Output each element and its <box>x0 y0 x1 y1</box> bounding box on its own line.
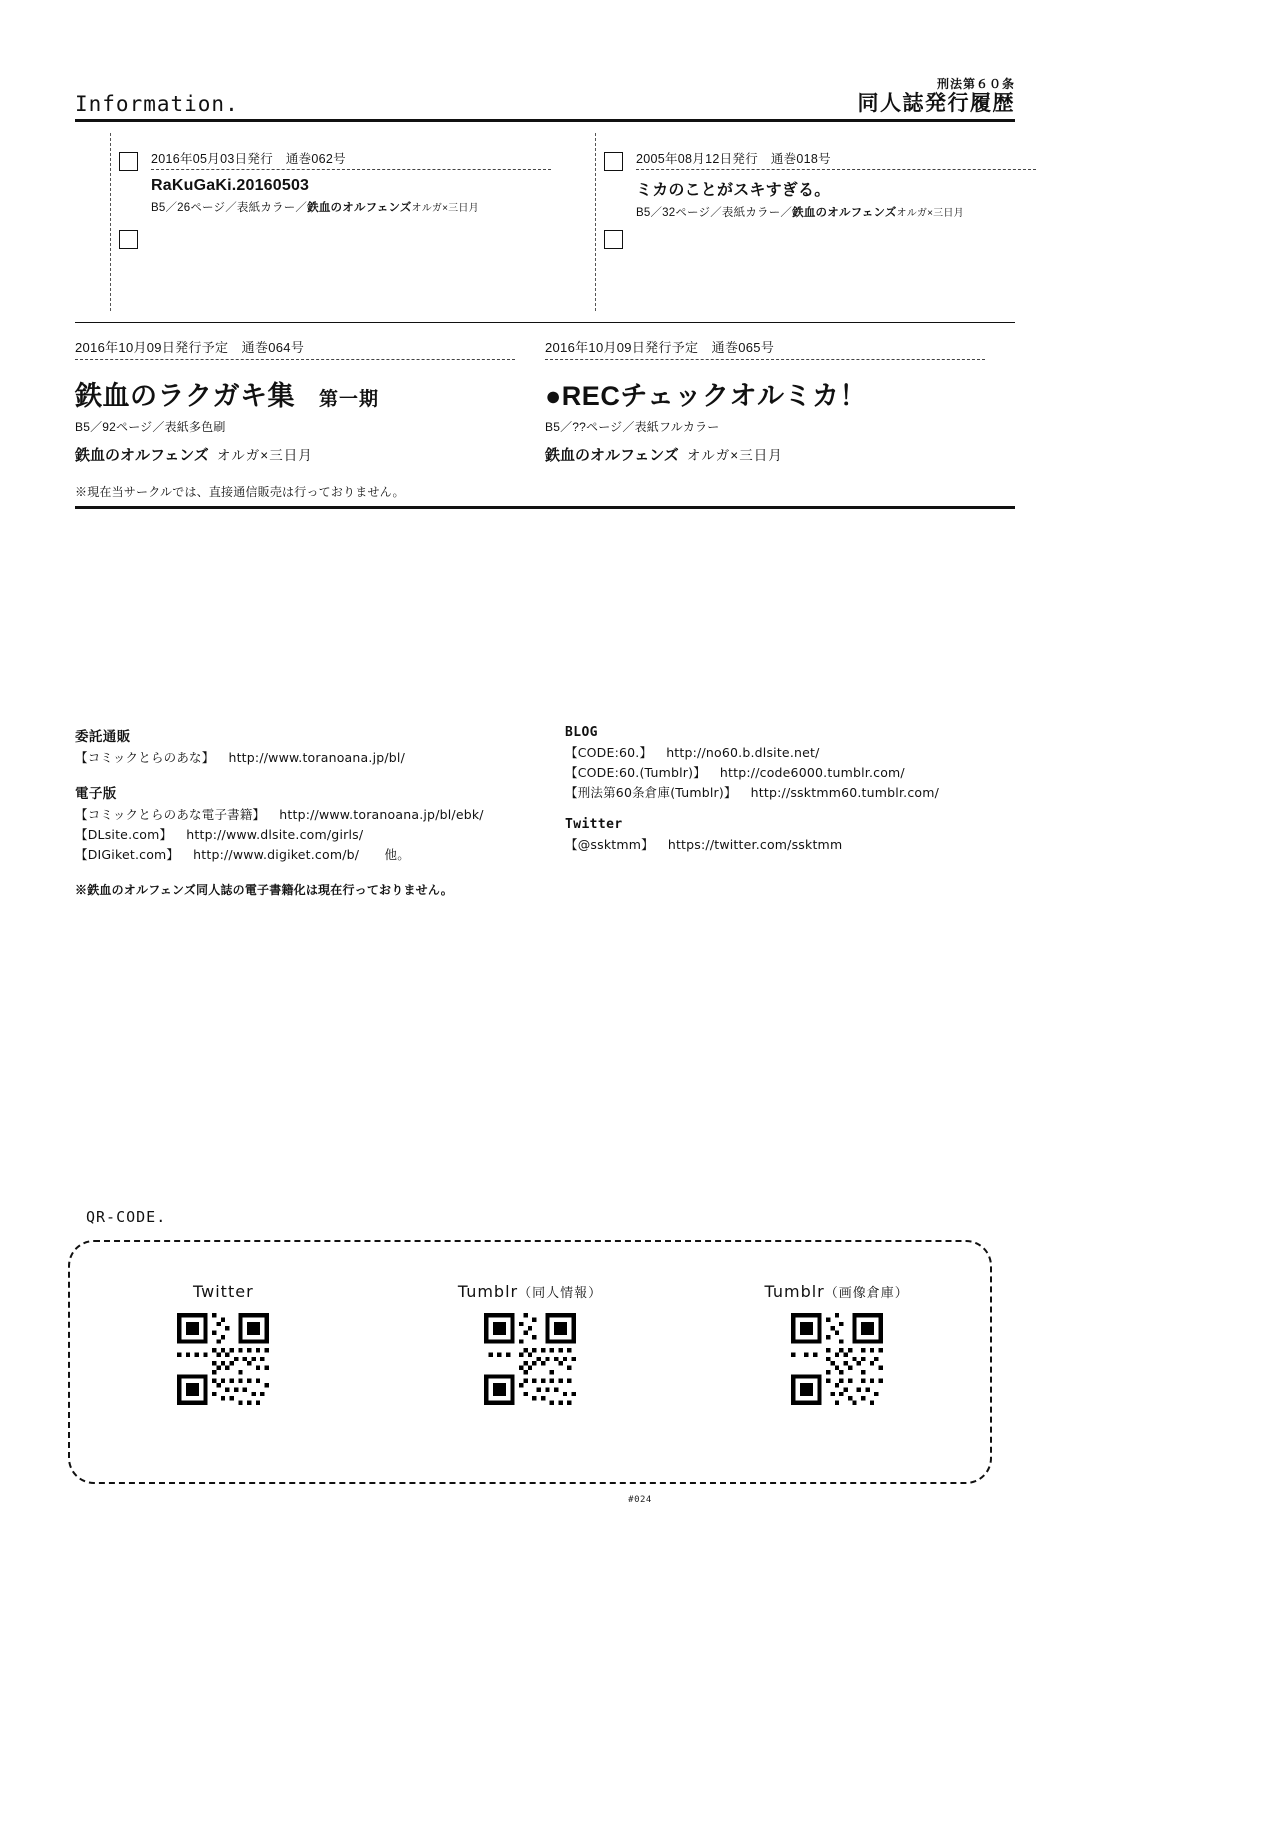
past-work-spec: B5／26ページ／表紙カラー／ <box>151 202 308 214</box>
link-name: 【コミックとらのあな】 <box>75 750 215 765</box>
upcoming-work-series: 鉄血のオルフェンズ <box>75 447 209 464</box>
upcoming-work-spec: B5／??ページ／表紙フルカラー <box>545 420 720 434</box>
qr-code-icon[interactable] <box>791 1313 883 1405</box>
qr-items <box>70 1242 990 1410</box>
qr-caption-text: Twitter <box>193 1282 254 1301</box>
past-work-spec: B5／32ページ／表紙カラー／ <box>636 207 793 219</box>
link-url[interactable]: http://www.toranoana.jp/bl/ebk/ <box>279 807 484 822</box>
qr-code-icon[interactable] <box>177 1313 269 1405</box>
upcoming-work-right <box>545 337 1015 465</box>
qr-section-label: QR-CODE. <box>86 1208 167 1226</box>
upcoming-work-spec: B5／92ページ／表紙多色刷 <box>75 420 226 434</box>
links-column-left <box>75 725 565 898</box>
qr-code-icon[interactable] <box>484 1313 576 1405</box>
past-work-series: 鉄血のオルフェンズ <box>307 202 412 214</box>
link-row[interactable] <box>75 825 565 843</box>
past-work-item <box>596 133 1051 220</box>
page-title: Information. <box>75 91 239 116</box>
links-column-right <box>565 725 1015 898</box>
past-work-pair: オルガ×三日月 <box>896 208 964 219</box>
past-work-date: 2005年08月12日発行 通巻018号 <box>636 149 1036 170</box>
link-row[interactable] <box>565 783 1015 801</box>
blog-heading: BLOG <box>565 725 598 740</box>
past-work-spec-line <box>151 199 566 215</box>
qr-caption-text: Tumblr <box>764 1282 825 1301</box>
link-name: 【@ssktmm】 <box>565 837 654 852</box>
qr-item-tumblr-info <box>400 1282 660 1410</box>
qr-caption <box>93 1282 353 1301</box>
link-url[interactable]: http://no60.b.dlsite.net/ <box>666 745 820 760</box>
law-article-label: 刑法第６０条 <box>936 77 1015 91</box>
upcoming-work-subtitle: 第一期 <box>319 389 380 410</box>
header-right-block <box>858 78 1016 116</box>
link-url[interactable]: https://twitter.com/ssktmm <box>667 837 843 852</box>
checkbox-past-right-2[interactable] <box>604 230 623 249</box>
qr-section-box <box>68 1240 992 1484</box>
page-header <box>75 78 1015 122</box>
upcoming-work-date: 2016年10月09日発行予定 通巻065号 <box>545 337 985 360</box>
page-number: #024 <box>628 1495 652 1505</box>
link-row[interactable] <box>565 743 1015 761</box>
past-work-pair: オルガ×三日月 <box>411 203 479 214</box>
upcoming-work-title: ●RECチェックオルミカ！ <box>545 381 868 411</box>
link-url[interactable]: http://www.digiket.com/b/ 他。 <box>193 847 410 862</box>
header-divider <box>75 119 1015 122</box>
upcoming-work-date: 2016年10月09日発行予定 通巻064号 <box>75 337 515 360</box>
link-name: 【刑法第60条倉庫(Tumblr)】 <box>565 785 737 800</box>
upcoming-work-series-line <box>75 444 545 465</box>
upcoming-work-title-line <box>545 374 1015 413</box>
digital-heading: 電子版 <box>75 786 117 801</box>
past-works-section <box>75 133 1015 311</box>
link-url[interactable]: http://code6000.tumblr.com/ <box>719 765 905 780</box>
link-row[interactable] <box>75 845 565 863</box>
past-works-column-left <box>110 133 566 311</box>
upcoming-works-section <box>75 322 1015 509</box>
link-name: 【DLsite.com】 <box>75 827 173 842</box>
qr-caption-text: Tumblr <box>457 1282 519 1301</box>
link-url[interactable]: http://www.dlsite.com/girls/ <box>186 827 364 842</box>
upcoming-columns <box>75 337 1015 465</box>
past-work-spec-line <box>636 204 1051 220</box>
link-row[interactable] <box>75 805 565 823</box>
header-row <box>75 78 1015 119</box>
link-name: 【DIGiket.com】 <box>75 847 180 862</box>
section-divider <box>75 506 1015 509</box>
digital-note: ※鉄血のオルフェンズ同人誌の電子書籍化は現在行っておりません。 <box>75 883 453 897</box>
spacer <box>75 768 565 782</box>
upcoming-work-title: 鉄血のラクガキ集 <box>75 381 295 411</box>
twitter-heading: Twitter <box>565 817 623 832</box>
qr-caption-paren: （画像倉庫） <box>824 1286 909 1301</box>
link-row[interactable] <box>565 763 1015 781</box>
qr-caption-paren: （同人情報） <box>518 1286 603 1301</box>
link-name: 【コミックとらのあな電子書籍】 <box>75 807 266 822</box>
publication-history-title: 同人誌発行履歴 <box>857 91 1015 115</box>
qr-caption <box>707 1282 967 1301</box>
spacer <box>565 803 1015 817</box>
qr-item-twitter <box>93 1282 353 1410</box>
qr-caption <box>400 1282 660 1301</box>
link-name: 【CODE:60.】 <box>565 745 653 760</box>
upcoming-work-title-line <box>75 374 545 413</box>
sales-notice: ※現在当サークルでは、直接通信販売は行っておりません。 <box>75 485 405 499</box>
upcoming-work-series: 鉄血のオルフェンズ <box>545 447 679 464</box>
past-work-title: ミカのことがスキすぎる。 <box>636 182 831 199</box>
link-name: 【CODE:60.(Tumblr)】 <box>565 765 706 780</box>
past-work-series: 鉄血のオルフェンズ <box>792 207 897 219</box>
link-row[interactable] <box>75 748 565 766</box>
upcoming-work-series-line <box>545 444 1015 465</box>
past-work-item <box>111 133 566 215</box>
past-works-column-right <box>595 133 1051 311</box>
links-section <box>75 725 1015 898</box>
link-row[interactable] <box>565 835 1015 853</box>
past-work-title: RaKuGaKi.20160503 <box>151 177 310 194</box>
upcoming-work-pair: オルガ×三日月 <box>686 448 783 463</box>
upcoming-work-pair: オルガ×三日月 <box>216 448 313 463</box>
link-url[interactable]: http://www.toranoana.jp/bl/ <box>228 750 406 765</box>
checkbox-past-left-2[interactable] <box>119 230 138 249</box>
qr-item-tumblr-archive <box>707 1282 967 1410</box>
upcoming-work-left <box>75 337 545 465</box>
consignment-heading: 委託通販 <box>75 729 131 744</box>
past-work-date: 2016年05月03日発行 通巻062号 <box>151 149 551 170</box>
link-url[interactable]: http://ssktmm60.tumblr.com/ <box>750 785 940 800</box>
